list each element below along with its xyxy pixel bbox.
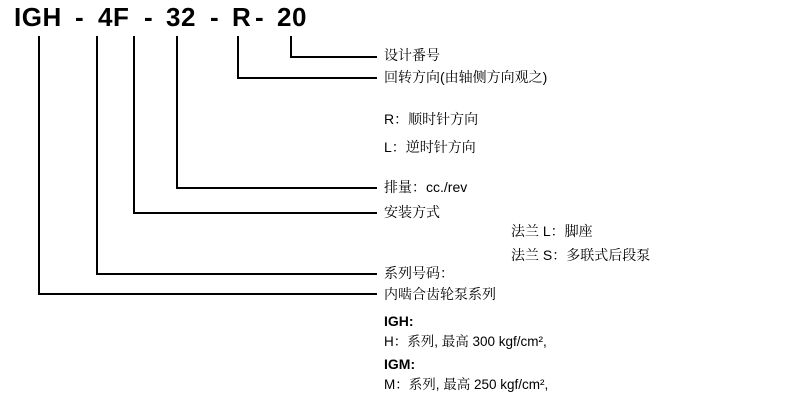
leader-vline-pump-series [38,36,40,294]
callout-igm-spec: M：系列, 最高 250 kgf/cm², [384,377,549,392]
callout-mounting-type: 安装方式 [384,204,440,220]
callout-rotation-r: R：顺时针方向 [384,111,479,127]
callout-pump-series: 内啮合齿轮泵系列 [384,286,496,302]
code-part-rotation: R [232,2,252,32]
callout-flange-l: 法兰 L：脚座 [511,223,593,239]
callout-series-code: 系列号码： [384,265,454,281]
leader-vline-series-code [96,36,98,274]
code-separator-4: - [255,2,264,32]
code-separator-3: - [210,2,219,32]
leader-hline-series-code [96,273,377,275]
code-separator-2: - [144,2,153,32]
leader-vline-mounting [133,36,135,213]
callout-rotation-l: L：逆时针方向 [384,139,476,155]
leader-hline-mounting [133,212,377,214]
leader-hline-displacement [176,187,377,189]
leader-vline-design [290,36,292,57]
code-part-mounting: 4F [98,2,130,32]
callout-design-number: 设计番号 [384,47,440,63]
callout-igh-spec: H：系列, 最高 300 kgf/cm², [384,334,547,349]
leader-hline-design [290,56,377,58]
callout-igh-label: IGH: [384,313,414,329]
code-part-design: 20 [277,2,307,32]
code-part-displacement: 32 [166,2,196,32]
callout-flange-s: 法兰 S：多联式后段泵 [511,247,651,263]
leader-vline-rotation [237,36,239,78]
callout-igm-label: IGM: [384,356,416,372]
code-part-series: IGH [14,2,62,32]
callout-rotation-direction: 回转方向(由轴侧方向观之) [384,69,548,85]
code-separator-1: - [75,2,84,32]
leader-hline-rotation [237,77,377,79]
leader-vline-displacement [176,36,178,188]
leader-hline-pump-series [38,293,377,295]
callout-displacement: 排量：cc./rev [384,179,468,195]
